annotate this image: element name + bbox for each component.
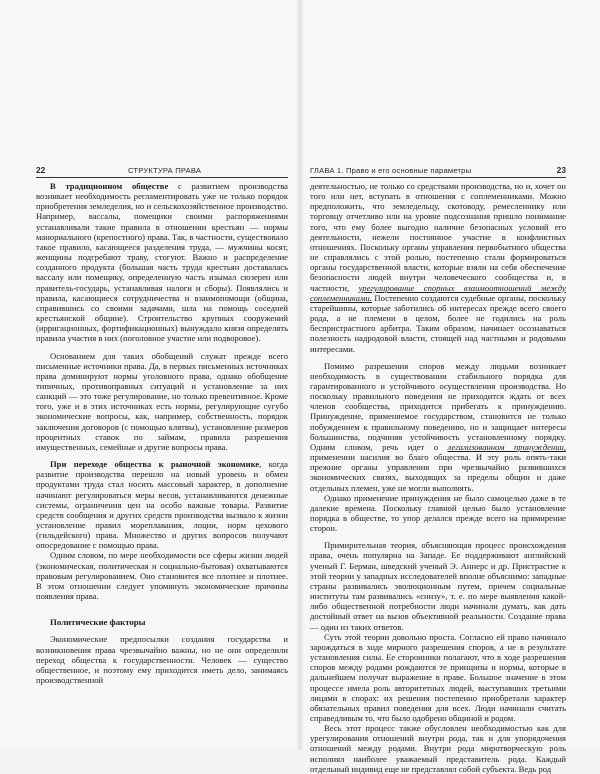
paragraph xyxy=(310,540,566,631)
paragraph-text: Одним словом, по мере необходимости все сферы жизни людей (экономическая, политическая и социально-бытовая) охватываются правовым регулированием. Оно становится все плотнее и плотнее. В этом отношении следует упомянуть экономические причины появления права. xyxy=(36,550,288,602)
section-heading: Политические факторы xyxy=(50,617,146,628)
paragraph xyxy=(310,723,566,774)
right-body-text xyxy=(310,181,566,774)
paragraph xyxy=(310,632,566,723)
paragraph xyxy=(310,181,566,354)
paragraph xyxy=(310,361,566,493)
lead-bold: В традиционном обществе xyxy=(50,181,169,191)
paragraph-text: Основанием для таких обобщений служат прежде всего письменные источники права. Да, в первых письменных источниках права доминируют нормы уголовного права, однако обобщение типичных, противоправных ситуаций и установление за них санкций — это тоже регулирование, но только превентивное. Кроме того, уже и в этих источниках есть нормы, регулирующие сугубо экономические вопросы, как, например, собственность, порядок заключения договоров (с помощью клятвы), установление размеров процентных ставок по займам, правила разрешения имущественных, семейные и другие вопросы права. xyxy=(36,350,288,452)
left-page xyxy=(0,0,300,750)
paragraph-text: Суть этой теории довольно проста. Согласно ей право начинало зарождаться в ходе мирного разрешения споров, а не в результате установления силы. Ее сторонники полагают, что в ходе разрешения споров между родами рождаются те принципы и нормы, которые в дальнейшем получат выражение в праве. Большое значение в этом процессе имела роль авторитетных людей, выступавших третьими лицами в спорах: их решения постепенно приобретали характер обязательных правил поведения для всех. Люди начинали считать справедливым то, что было одобрено общиной и родом. xyxy=(310,631,566,723)
book-gutter xyxy=(296,0,304,750)
paragraph xyxy=(36,550,288,601)
paragraph-text: с развитием производства возникает необходимость регламентировать уже не только порядок приобретения земледелия, но и сельскохозяйственное производство. Например, вассалы, помещики своими распоряжениями устанавливали такие правила в отношении крестьян — нормы манориального (крепостного) права. Так, в частности, существовало такое правило, касающееся разделения труда, — мужчины косят, женщины подгребают траву, стогуют. Важно и распределение созданного продукта (большая часть труда крестьян доставалась вассалу или помещику, определенную часть изымал сюзерен или правитель-государь, устанавливая налоги и сборы). Появлялись и правила, касающиеся сотрудничества и взаимопомощи (община, справившись со своими задачами, шла на помощь соседней крестьянской общине). Строительство крупных сооружений (ирригационных, фортификационных) вынуждало князя определять правила участия в них (поголовное участие или подворовое). xyxy=(36,181,288,344)
paragraph-text: Постепенно создаются судебные органы, поскольку старейшины, которые заботились об интересах прежде всего своего рода, а не племени в целом, более не годились на роль беспристрастного арбитра. Таким образом, начинает осознаваться полезность надродовой власти, стоящей над частными и родовыми интересами. xyxy=(310,292,566,354)
right-page xyxy=(300,0,600,774)
paragraph xyxy=(36,351,288,453)
italic-emphasis: легализованном принуждении, xyxy=(447,441,566,452)
right-page-number: 23 xyxy=(556,165,566,175)
paragraph-text: , когда развитие производства перешло на новый уровень и обмен продуктами труда стал носить массовый характер, в дополнение начинают регулироваться меры весов, устанавливаются денежные системы, ограничения цен на особо важные товары. Развитие средств сообщения и других средств производства вызвало к жизни установление правил мореплавания, лоции, норм цехового (гильдейского) права. Множество и других вопросов получают опосредование с помощью права. xyxy=(36,459,288,551)
paragraph-text: применении насилия во благо общества. И эту роль опять-таки прежние органы управления при чрезвычайно развившихся экономических связях, выходящих за пределы общин и даже отдельных племен, уже не могли выполнять. xyxy=(310,452,566,493)
paragraph-text: деятельностью, не только со средствами производства, но и, хочет он того или нет, вступать в отношения с соплеменниками. Можно предположить, что земледельцу, скотоводу, ремесленнику или торговцу отчетливо или на уровне подсознания пришло понимание того, что ему более выгодно наличие безопасных условий его деятельности, нежели постоянное участие в конфликтных отношениях. Поскольку органы управления первобытного общества не справлялись с этой ролью, постепенно стали формироваться органы государственной власти, которые взяли на себя обеспечение безопасности людей внутри человеческого сообщества и, в частности, xyxy=(310,181,566,293)
paragraph-text: Примирительная теория, объясняющая процесс происхождения права, очень популярна на Западе. Ее поддерживают английский ученый Г. Берман, шведский ученый Э. Аннерс и др. Пристрастие к этой теории у западных исследователей вполне объяснимо: западные страны развивались эволюционным путем, причем социальные институты там развивались «снизу», т. е. по мере выявления какой-либо общественной потребности люди начинали думать, как дать достойный ответ на вызов объективной реальности. Создание права — один из таких ответов. xyxy=(310,540,566,632)
left-running-title: СТРУКТУРА ПРАВА xyxy=(128,166,202,175)
paragraph xyxy=(310,493,566,534)
left-body-text xyxy=(36,181,288,741)
italic-emphasis: урегулирование спорных взаимоотношений между соплеменниками. xyxy=(310,282,566,303)
lead-bold: При переходе общества к рыночной экономике xyxy=(50,459,260,470)
paragraph xyxy=(36,181,288,344)
left-running-head xyxy=(36,164,288,178)
paragraph xyxy=(36,634,288,685)
left-page-number: 22 xyxy=(36,165,46,175)
paragraph-text: Весь этот процесс также обусловлен необходимостью как для урегулирования отношений внутри рода, так и для упорядочения отношений между родами. Внутри рода миротворческую роль исполнял наиболее уважаемый представитель рода. Каждый отдельный индивид еще не представлял собой субъекта. Ведь род xyxy=(310,723,566,774)
paragraph-text: Экономические предпосылки создания государства и возникновения права чрезвычайно важны, но не они определили переход общества к государственности. Человек — существо общественное, и поэтому ему приходится иметь дело, занимаясь производственной xyxy=(36,634,288,686)
right-running-head xyxy=(310,164,566,178)
paragraph xyxy=(36,459,288,550)
paragraph-text: Однако применение принуждения не было самоцелью даже в те далекие времена. Поскольку главной целью было установление порядка в обществе, то упор делался прежде всего на примирение сторон. xyxy=(310,492,566,534)
right-running-title: ГЛАВА 1. Право и его основные параметры xyxy=(310,166,472,175)
paragraph-text: Помимо разрешения споров между людьми возникает необходимость в существовании стабильного порядка для гарантированного и устойчивого осуществления производства. Но поскольку правильного поведения не приходится ждать от всех членов сообщества, приходится прибегать к принуждению. Принуждение, применяемое государством, становится не только побуждением к правильному поведению, но и защищает интересы большинства, подчиняя устойчивость установленному порядку. Одним словом, речь идет о xyxy=(310,360,566,452)
